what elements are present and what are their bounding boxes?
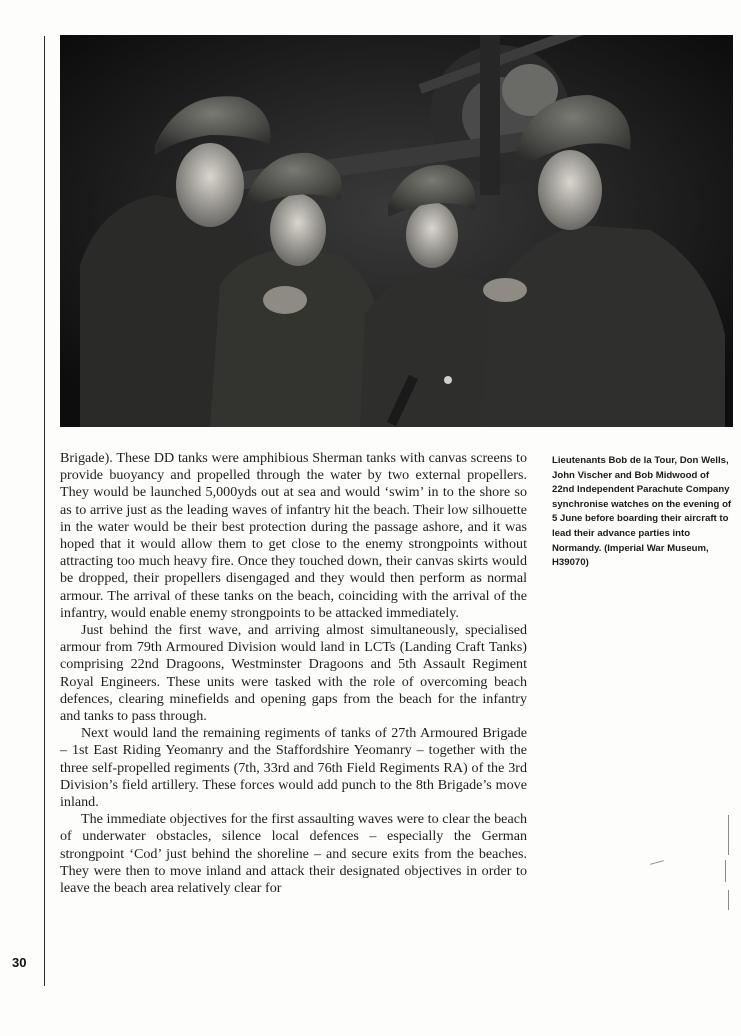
photo-paratroopers-image xyxy=(60,35,733,427)
page-number: 30 xyxy=(12,955,27,970)
article-paragraph: The immediate objectives for the first assaulting waves were to clear the beach of underwater obstacles, silence local defences – especially the German strongpoint ‘Cod’ just behind the shoreline – and secure exits from the beaches. They were then to move inland and attack their designated objectives in order to leave the beach area relatively clear for xyxy=(60,811,527,897)
article-paragraph: Just behind the first wave, and arriving almost simultaneously, specialised armour from 79th Armoured Division would land in LCTs (Landing Craft Tanks) comprising 22nd Dragoons, Westminster Dragoons and 5th Assault Regiment Royal Engineers. These units were tasked with the role of overcoming beach defences, clearing minefields and opening gaps from the beach for the infantry and tanks to pass through. xyxy=(60,622,527,725)
photo-caption: Lieutenants Bob de la Tour, Don Wells, John Vischer and Bob Midwood of 22nd Independent Parachute Company synchronise watches on the evening of 5 June before boarding their aircraft to lead their advance parties into Normandy. (Imperial War Museum, H39070) xyxy=(552,455,732,569)
scan-mark xyxy=(728,890,729,910)
archival-photograph xyxy=(60,35,733,427)
scan-mark xyxy=(728,815,729,855)
scan-mark xyxy=(725,860,726,882)
article-paragraph: Brigade). These DD tanks were amphibious Sherman tanks with canvas screens to provide buoyancy and propelled through the water by two external propellers. They would be launched 5,000yds out at sea and would ‘swim’ in to the shore so as to arrive just as the leading waves of infantry hit the beach. Their low silhouette in the water would be their best protection during the passage ashore, and it was hoped that it would allow them to get close to the enemy strongpoints without attracting too much heavy fire. Once they touched down, their canvas skirts would be dropped, their propellers disengaged and they would then perform as normal armour. The arrival of these tanks on the beach, coinciding with the arrival of the infantry, would enable enemy strongpoints to be attacked immediately. xyxy=(60,450,527,621)
scan-mark xyxy=(650,860,664,865)
article-body xyxy=(60,450,527,897)
margin-rule xyxy=(44,36,45,986)
article-paragraph: Next would land the remaining regiments of tanks of 27th Armoured Brigade – 1st East Riding Yeomanry and the Staffordshire Yeomanry – together with the three self-propelled regiments (7th, 33rd and 76th Field Regiments RA) of the 3rd Division’s field artillery. These forces would add punch to the 8th Brigade’s move inland. xyxy=(60,725,527,811)
